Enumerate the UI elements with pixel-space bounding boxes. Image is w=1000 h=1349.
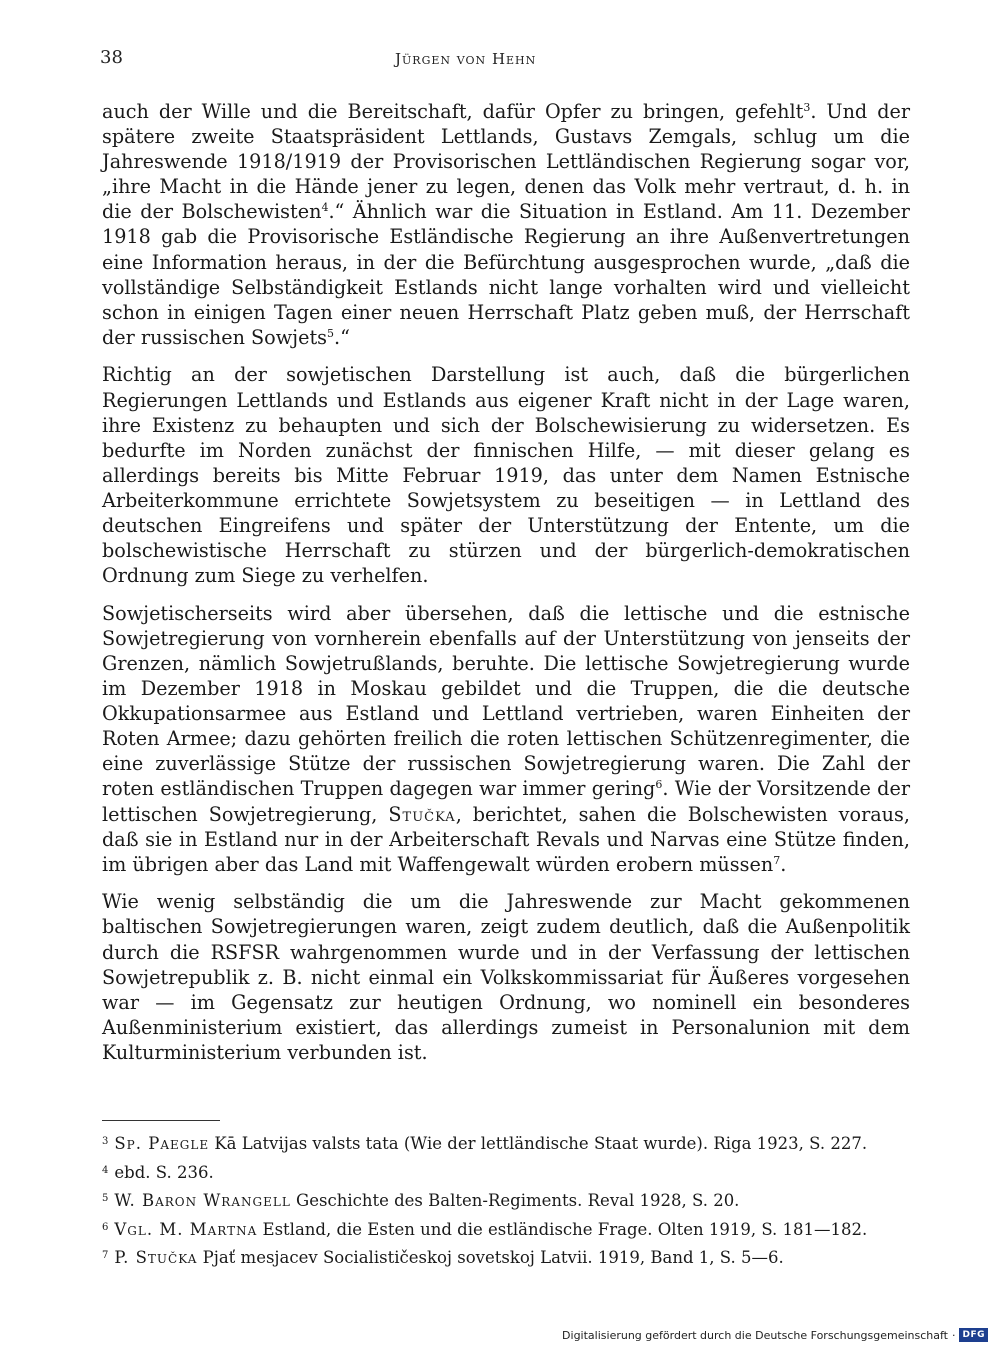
text-span: , berichtet, sahen die Bolschewisten voraus, daß sie in Estland nur in der Arbeiterschaft Revals und Narvas eine Stütze finden, im übrigen aber das Land mit Waffengewalt würden erobern müssen bbox=[102, 802, 910, 876]
text-span: Sowjetischerseits wird aber übersehen, daß die lettische und die estnische Sowjetregierung von vornherein ebenfalls auf der Unterstützung von jenseits der Grenzen, nämlich Sowjetrußlands, beruhte. Die lettische Sowjetregierung wurde im Dezember 1918 in Moskau gebildet und die Truppen, die die deutsche Okkupationsarmee aus Estland und Lettland vertrieben, waren Einheiten der Roten Armee; dazu gehörten freilich die roten lettischen Schützenregimenter, die eine zuverlässige Stütze der russischen Sowjetregierung waren. Die Zahl der roten estländischen Truppen dagegen war immer gering bbox=[102, 601, 910, 801]
footnote-number: 3 bbox=[102, 1136, 109, 1147]
text-span: .“ Ähnlich war die Situation in Estland. Am 11. Dezember 1918 gab die Provisorische Estländische Regierung an ihre Außenvertretungen eine Information heraus, in der die Befürchtung ausgesprochen wurde, „daß die vollständige Selbständigkeit Estlands nicht lange vorhalten wird und vielleicht schon in einigen Tagen einer neuen Herrschaft Platz geben muß, der Herrschaft der russischen Sowjets bbox=[102, 200, 910, 349]
footnote-number: 7 bbox=[102, 1250, 109, 1261]
footnote-number: 4 bbox=[102, 1164, 109, 1176]
credit-separator: · bbox=[951, 1328, 956, 1342]
footnote-7 bbox=[102, 1244, 910, 1270]
paragraph-1 bbox=[102, 99, 910, 350]
running-title: Jürgen von Hehn bbox=[395, 50, 537, 68]
credit-text: Digitalisierung gefördert durch die Deutsche Forschungsgemeinschaft bbox=[562, 1328, 948, 1342]
footnote-ref-3[interactable]: 3 bbox=[803, 101, 811, 114]
footnote-text: Pjať mesjacev Socialističeskoj sovetskoj Latvii. 1919, Band 1, S. 5—6. bbox=[197, 1248, 784, 1267]
text-span: . bbox=[780, 852, 787, 876]
page-number: 38 bbox=[100, 47, 123, 68]
footnote-5 bbox=[102, 1187, 910, 1213]
footnote-ref-5[interactable]: 5 bbox=[327, 326, 335, 340]
footnote-text: Estland, die Esten und die estländische Frage. Olten 1919, S. 181—182. bbox=[257, 1219, 868, 1239]
digitization-credit bbox=[562, 1328, 988, 1342]
footnote-6 bbox=[102, 1216, 910, 1242]
footnote-author: W. Baron Wrangell bbox=[114, 1191, 291, 1210]
footnotes bbox=[102, 1130, 910, 1270]
dfg-logo-icon: DFG bbox=[959, 1328, 988, 1342]
footnote-author: Vgl. M. Martna bbox=[114, 1219, 258, 1239]
footnote-ref-4[interactable]: 4 bbox=[321, 201, 329, 215]
paragraph-3 bbox=[102, 601, 910, 877]
footnote-number: 5 bbox=[102, 1193, 109, 1204]
author-name: Stučka bbox=[388, 802, 456, 826]
paragraph-2: Richtig an der sowjetischen Darstellung ist auch, daß die bürgerlichen Regierungen Lettlands und Estlands aus eigener Kraft nicht in der Lage waren, ihre Existenz zu behaupten und sich der Bolschewisierung zu widersetzen. Es bedurfte im Norden zunächst der finnischen Hilfe, — mit dieser gelang es allerdings bereits bis Mitte Februar 1919, das unter dem Namen Estnische Arbeiterkommune errichtete Sowjetsystem zu beseitigen — in Lettland des deutschen Eingreifens und später der Unterstützung der Entente, um die bolschewistische Herrschaft zu stürzen und der bürgerlich-demokratischen Ordnung zum Siege zu verhelfen. bbox=[102, 363, 910, 588]
footnote-text: Kā Latvijas valsts tata (Wie der lettländische Staat wurde). Riga 1923, S. 227. bbox=[209, 1134, 868, 1153]
footnote-text: ebd. S. 236. bbox=[114, 1162, 214, 1182]
footnote-ref-6[interactable]: 6 bbox=[655, 778, 663, 792]
footnote-ref-7[interactable]: 7 bbox=[773, 853, 781, 867]
text-span: auch der Wille und die Bereitschaft, dafür Opfer zu bringen, gefehlt bbox=[102, 100, 804, 123]
footnote-text: Geschichte des Balten-Regiments. Reval 1928, S. 20. bbox=[290, 1191, 740, 1210]
text-span: .“ bbox=[334, 325, 350, 349]
footnote-divider bbox=[102, 1120, 220, 1121]
footnote-author: Sp. Paegle bbox=[114, 1134, 210, 1153]
footnote-3 bbox=[102, 1130, 910, 1156]
footnote-4 bbox=[102, 1159, 910, 1185]
footnote-author: P. Stučka bbox=[114, 1248, 198, 1267]
text-span: . Wie der Vorsitzende der lettischen Sowjetregierung, bbox=[102, 777, 910, 826]
footnote-number: 6 bbox=[102, 1221, 109, 1233]
body-text bbox=[102, 99, 910, 1065]
paragraph-4: Wie wenig selbständig die um die Jahreswende zur Macht gekommenen baltischen Sowjetregierungen waren, zeigt zudem deutlich, daß die Außenpolitik durch die RSFSR wahrgenommen wurde und in der Verfassung der lettischen Sowjetrepublik z. B. nicht einmal ein Volkskommissariat für Äußeres vorgesehen war — im Gegensatz zur heutigen Ordnung, wo nominell ein besonderes Außenministerium existiert, das allerdings zumeist in Personalunion mit dem Kulturministerium verbunden ist. bbox=[102, 890, 910, 1064]
text-span: . Und der spätere zweite Staatspräsident Lettlands, Gustavs Zemgals, schlug um die Jahreswende 1918/1919 der Provisorischen Lettländischen Regierung sogar vor, „ihre Macht in die Hände jener zu legen, denen das Volk mehr vertraut, d. h. in die der Bolschewisten bbox=[102, 100, 910, 224]
